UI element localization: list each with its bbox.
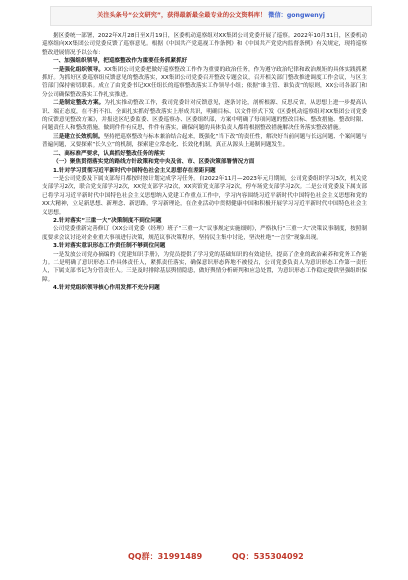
item-body-2: 公司党委重新完善修订《XX公司党委（经理）班子“三重一大”议事规定实施细则》，严格执行“三重一大”决策议事制度，按照制度要求会议讨论对企业重大事项进行决策，规范议事决策程序，坚持民主集中讨论，坚决杜绝“一言堂”现象出现。: [42, 226, 367, 241]
footer-qq-number: QQ：535304092: [232, 552, 304, 561]
paragraph-lead-3: [42, 133, 367, 150]
section-heading-1: 一、加强组织领导，把巡察整改作为重要任务抓紧抓好: [53, 58, 188, 65]
footer-contact-bar: [0, 547, 408, 567]
lead-text: 为扎实推动整改工作，我司党委针对反馈意见，逐条讨论，剖析根源、反思反省，从思想上进一步提高认识、端正态度，在不折不扣、全面扎实抓好整改落实上形成共识，明确目标、以文件形式下发《区委机动巡察组对XX集团公司党委的反馈意见整改方案》，并报送区纪委监委、区委巡察办、区委组织部，方案中明确了每项问题的整改目标、整改措施、整改时限、问题责任人和整改措施，做到件件有反思，件件有落实，确保问题的具体负责人都将根据整改措施解决任务落实整改措施。: [42, 100, 367, 132]
item-heading-3: 3.针对落实意识形态工作责任制不够到位问题: [53, 243, 166, 250]
item-heading-1: 1.针对学习贯彻习近平新时代中国特色社会主义思想存在差距问题: [53, 167, 216, 174]
lead-label: 三是建立长效机制。: [53, 133, 104, 140]
banner-left-text: 关注头条号“公文研究”，获得最新最全最专业的公文资料库！: [97, 12, 267, 19]
lead-label: 二是制定整改方案。: [53, 100, 105, 107]
item-heading-2: 2.针对落实“三重一大”决策制度不到位问题: [53, 217, 162, 224]
subsection-heading-1: （一）聚焦贯彻落实党的路线方针政策和党中央及省、市、区委决策部署情况方面: [53, 159, 255, 166]
top-banner: [50, 6, 372, 26]
lead-text: 坚持把巡察整改与标本兼治结合起来，既强化“当下改”的责任性，解决好当前问题与长远问题、个案问题与普遍问题，又要探索“长久立”的机制，探索建立常态化、长效化机制，真正从源头上遏制问题发生。: [42, 133, 367, 149]
item-body-3: 一是发放公司党办摘编的《党建知识手册》，为党员提供了学习党的基础知识的有效途径，提高了企业的政治素养和党务工作能力。二是明确了意识形态工作具体责任人，紧抓责任落实，确保意识形态阵地不被侵占，公司党委负责人为意识形态工作第一责任人，下属支部书记为分管责任人。三是及时排除基层舆情隐患，做好舆情分析研判和应急处置，为意识形态工作稳定提供坚强组织保障。: [42, 251, 367, 283]
item-body-1: 一是公司党委及下属支部每月都按时按计划完成学习任务。自2022年11月—2023年元月期间，公司党委组织学习3次，机关党支部学习2次，联合党支部学习2次，XX党支部学习2次，XX宾馆党支部学习2次，停车场党支部学习2次。二是公司党委及下属支部已将学习习近平新时代中国特色社会主义思想纳入党建工作重点工作中，学习内容围绕习近平新时代中国特色社会主义思想和党的XX大精神，立足新思想、新理念、新思路，学习新理论，在企业活动中贯彻健康中国和积极开展学习习近平新时代中国特色社会主义思想。: [42, 175, 367, 216]
section-heading-2: 二、高标准严要求，认真抓好整改任务的落实: [53, 150, 165, 157]
footer-qq-group: QQ群：31991489: [128, 552, 203, 561]
lead-label: 一是强化组织领导。: [53, 66, 105, 73]
banner-wechat-text: 微信：gongwenyj: [268, 12, 325, 19]
paragraph-lead-1: [42, 66, 367, 100]
paragraph-lead-2: [42, 99, 367, 133]
item-heading-4: 4.针对党组织领导核心作用发挥不充分问题: [53, 285, 160, 292]
lead-text: XX集团公司党委把做好巡察整改工作作为重要的政治任务，作为遵守政治纪律和政治规矩的具体实践抓紧抓好。为抓好区委巡察组反馈意见的整改落实，XX集团公司党委召开整改专题会议，召开相关部门整改推进调度工作会议，与区主管部门保持密切联系。成立了由党委书记XX任组长的巡察整改落实工作领导小组；依据“谁主管、谁负责”的原则，XX公司各部门和分公司确保整改落实工作扎实推进。: [42, 66, 367, 98]
document-body: [42, 32, 367, 293]
intro-paragraph: 据区委统一部署，2022年X月28日至X月19日，区委机动巡察组对XX集团公司党委开展了巡察。2022年10月31日，区委机动巡察组向XX集团公司党委反馈了巡察意见。根据《中国共产党巡视工作条例》和《中国共产党党内监督条例》有关规定，现将巡察整改进展情况予以公布：: [42, 33, 367, 56]
